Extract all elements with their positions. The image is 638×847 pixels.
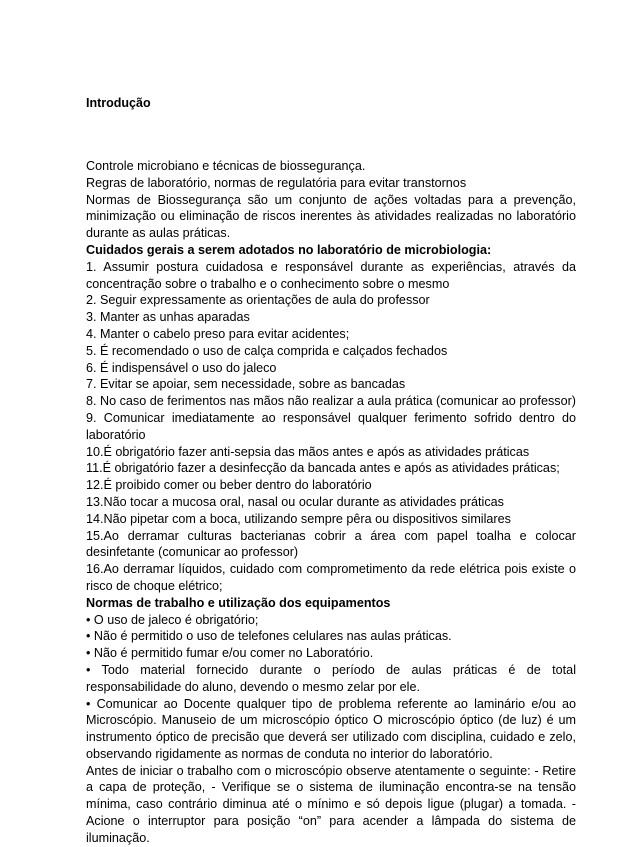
paragraph: 2. Seguir expressamente as orientações de aula do professor [86, 293, 430, 308]
paragraph: 9. Comunicar imediatamente ao responsável qualquer ferimento sofrido dentro do laboratório [86, 410, 576, 442]
paragraph: Controle microbiano e técnicas de biossegurança. [86, 159, 366, 173]
paragraph: • Todo material fornecido durante o período de aulas práticas é de total responsabilidade do aluno, devendo o mesmo zelar por ele. [86, 662, 576, 694]
paragraph: 3. Manter as unhas aparadas [86, 310, 250, 325]
paragraph: • Comunicar ao Docente qualquer tipo de problema referente ao laminário e/ou ao Microscópio. Manuseio de um microscópio óptico O microscópio óptico (de luz) é um instrumento óptico de precisão que deverá ser utilizado com disciplina, cuidado e zelo, observando rigidamente as normas de conduta no interior do laboratório. [86, 696, 576, 761]
paragraph: 14.Não pipetar com a boca, utilizando sempre pêra ou dispositivos similares [86, 511, 511, 526]
paragraph: 13.Não tocar a mucosa oral, nasal ou ocular durante as atividades práticas [86, 494, 504, 509]
paragraph: 7. Evitar se apoiar, sem necessidade, sobre as bancadas [86, 377, 406, 392]
paragraph: 11.É obrigatório fazer a desinfecção da bancada antes e após as atividades práticas; [86, 461, 560, 476]
paragraph: Normas de Biossegurança são um conjunto de ações voltadas para a prevenção, minimização ou eliminação de riscos inerentes às atividades realizadas no laboratório durante as aulas práticas. [86, 192, 576, 241]
paragraph: Antes de iniciar o trabalho com o microscópio observe atentamente o seguinte: - Retire a capa de proteção, - Verifique se o sistema de iluminação encontra-se na tensão mínima, caso contrário diminua até o mínimo e só depois ligue (plugar) a tomada. - Acione o interruptor para posição “on” para acender a lâmpada do sistema de iluminação. [86, 763, 576, 845]
section-heading: Cuidados gerais a serem adotados no laboratório de microbiologia: [86, 242, 492, 257]
paragraph: • O uso de jaleco é obrigatório; [86, 612, 259, 627]
paragraph: • Não é permitido fumar e/ou comer no Laboratório. [86, 646, 374, 661]
paragraph: 12.É proibido comer ou beber dentro do laboratório [86, 478, 372, 493]
paragraph: 5. É recomendado o uso de calça comprida e calçados fechados [86, 343, 448, 358]
paragraph: 6. É indispensável o uso do jaleco [86, 360, 277, 375]
paragraph: 4. Manter o cabelo preso para evitar acidentes; [86, 326, 350, 341]
paragraph: 8. No caso de ferimentos nas mãos não realizar a aula prática (comunicar ao professor) [86, 394, 576, 409]
paragraph: Regras de laboratório, normas de regulatória para evitar transtornos [86, 175, 467, 190]
paragraph: 16.Ao derramar líquidos, cuidado com comprometimento da rede elétrica pois existe o risco de choque elétrico; [86, 562, 576, 593]
page-title: Introdução [86, 96, 151, 110]
paragraph: 10.É obrigatório fazer anti-sepsia das mãos antes e após as atividades práticas [86, 444, 530, 459]
paragraph: • Não é permitido o uso de telefones celulares nas aulas práticas. [86, 629, 452, 644]
section-heading: Normas de trabalho e utilização dos equipamentos [86, 595, 391, 610]
document-body [86, 158, 576, 847]
paragraph: 1. Assumir postura cuidadosa e responsável durante as experiências, através da concentração sobre o trabalho e o conhecimento sobre o mesmo [86, 259, 576, 291]
paragraph: 15.Ao derramar culturas bacterianas cobrir a área com papel toalha e colocar desinfetante (comunicar ao professor) [86, 528, 576, 560]
